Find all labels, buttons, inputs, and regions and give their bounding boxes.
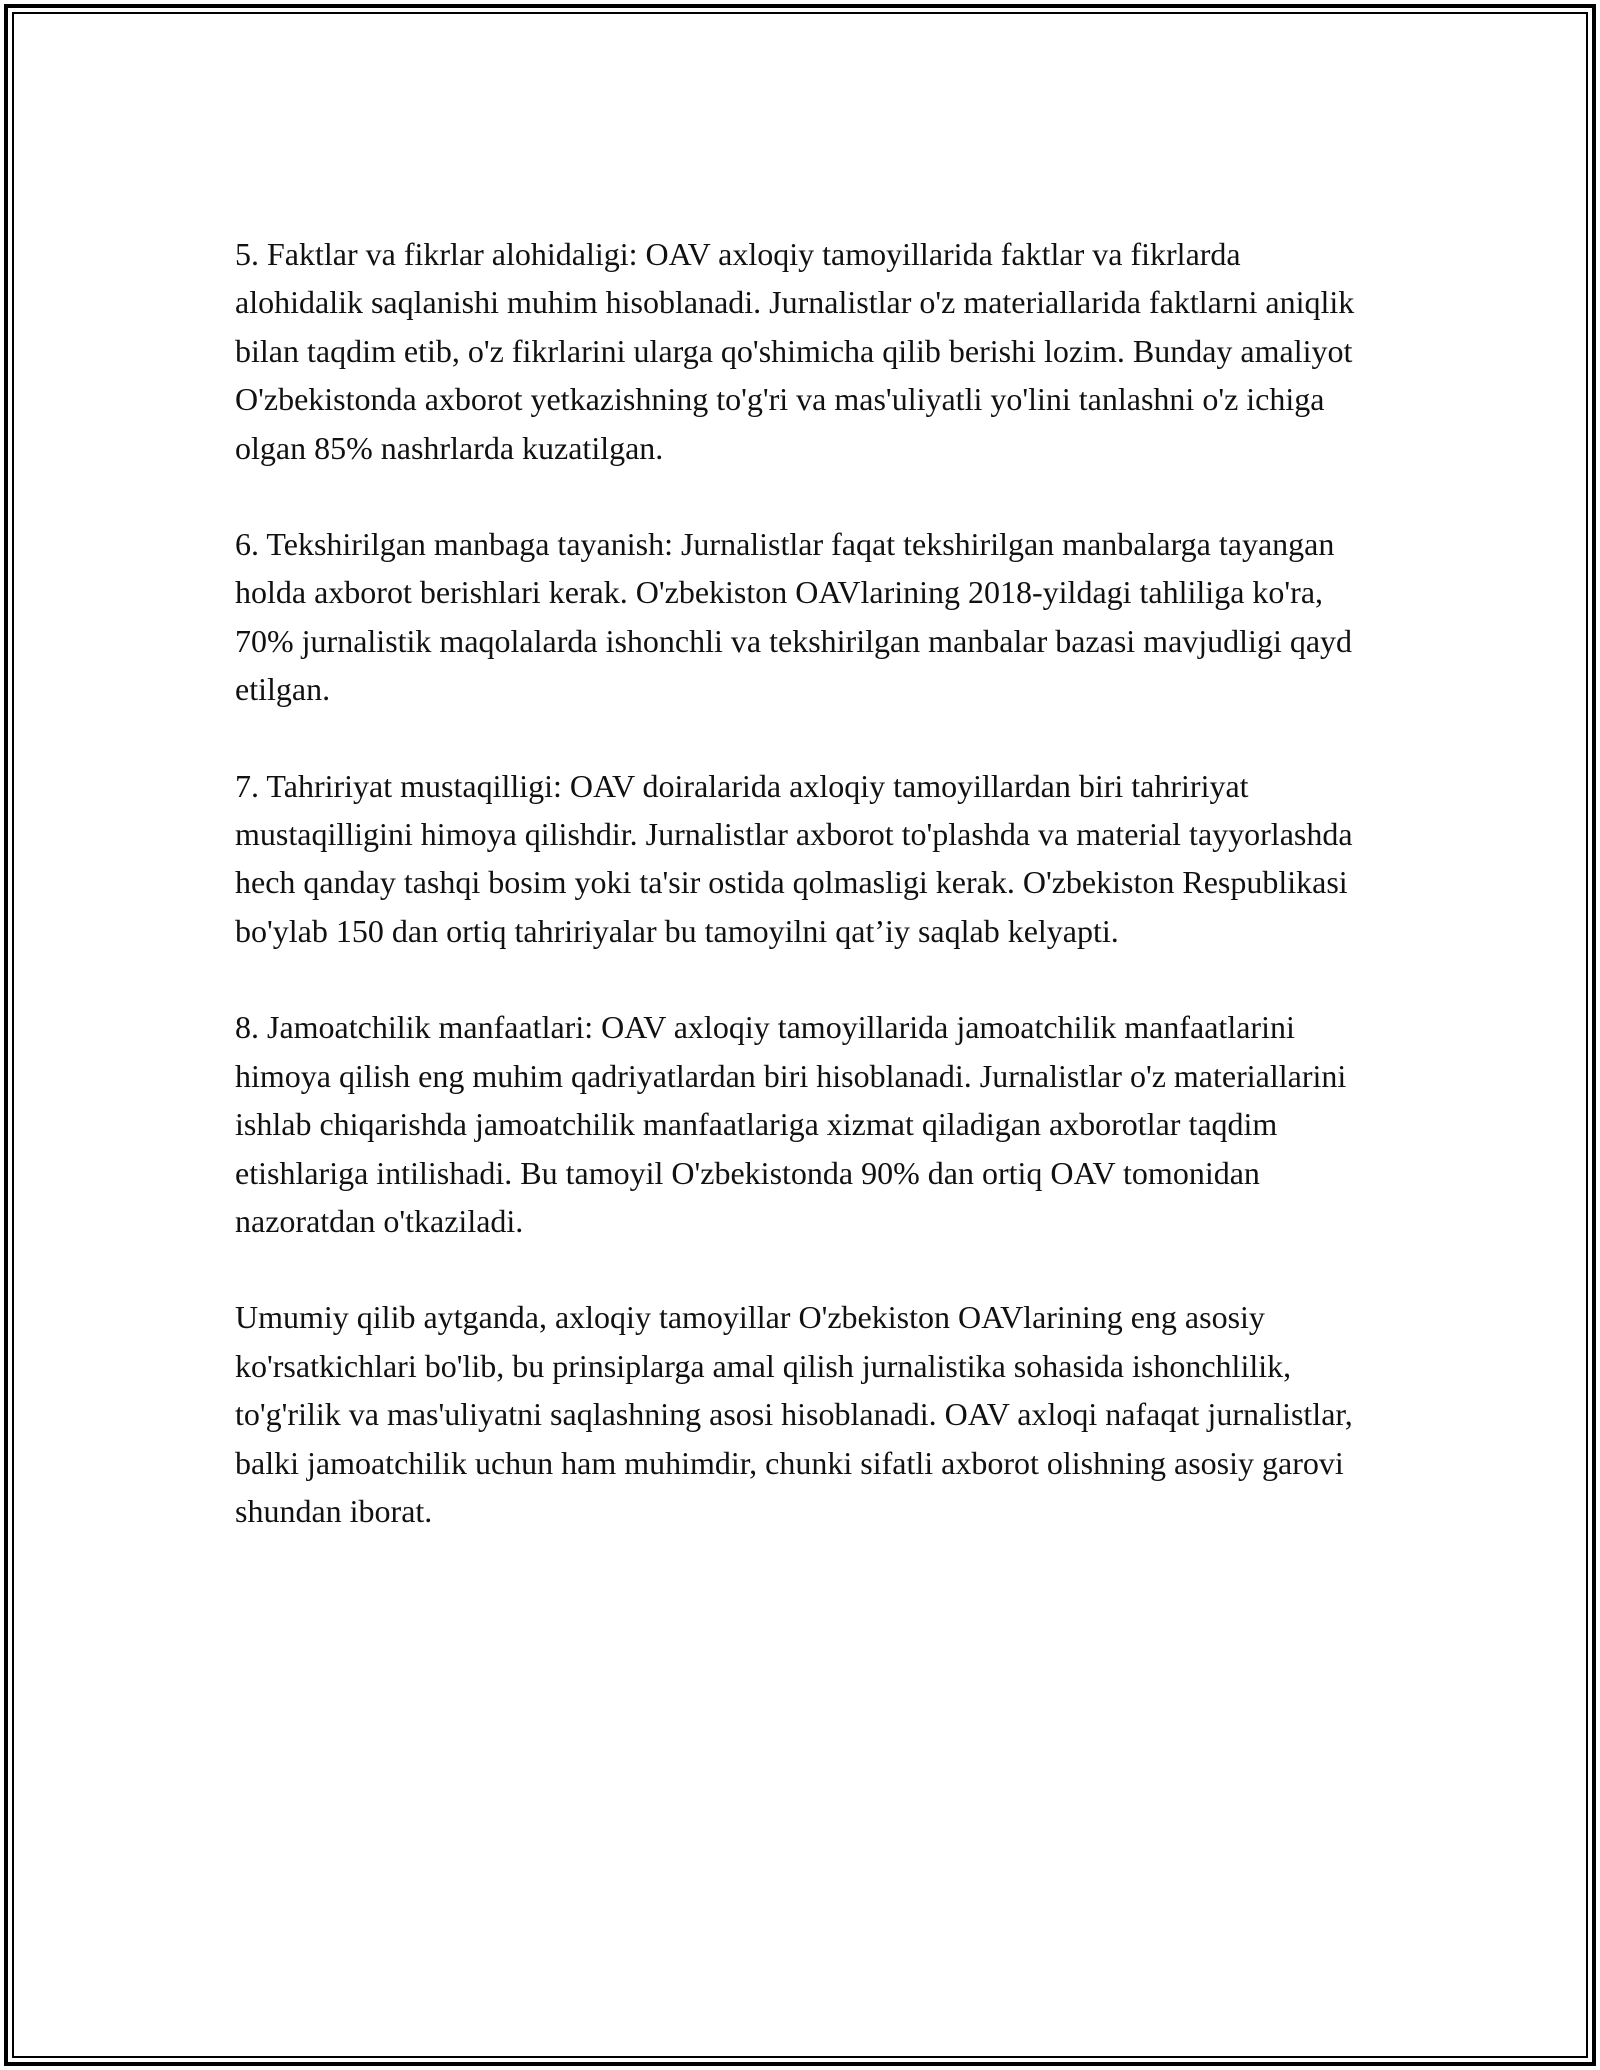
paragraph-conclusion: Umumiy qilib aytganda, axloqiy tamoyillar O'zbekiston OAVlarining eng asosiy ko'rsatkichlari bo'lib, bu prinsiplarga amal qilish jurnalistika sohasida ishonchlilik, to'g'rilik va mas'uliyatni saqlashning asosi hisoblanadi. OAV axloqi nafaqat jurnalistlar, balki jamoatchilik uchun ham muhimdir, chunki sifatli axborot olishning asosiy garovi shundan iborat. (235, 1299, 1353, 1529)
paragraph-editorial-independence: 7. Tahririyat mustaqilligi: OAV doiralarida axloqiy tamoyillardan biri tahririyat mustaqilligini himoya qilishdir. Jurnalistlar axborot to'plashda va material tayyorlashda hech qanday tashqi bosim yoki ta'sir ostida qolmasligi kerak. O'zbekiston Respublikasi bo'ylab 150 dan ortiq tahririyalar bu tamoyilni qat’iy saqlab kelyapti. (235, 767, 1353, 949)
document-body (235, 230, 1365, 1583)
paragraph-public-interest: 8. Jamoatchilik manfaatlari: OAV axloqiy tamoyillarida jamoatchilik manfaatlarini himoya qilish eng muhim qadriyatlardan biri hisoblanadi. Jurnalistlar o'z materiallarini ishlab chiqarishda jamoatchilik manfaatlariga xizmat qiladigan axborotlar taqdim etishlariga intilishadi. Bu tamoyil O'zbekistonda 90% dan ortiq OAV tomonidan nazoratdan o'tkaziladi. (235, 1009, 1347, 1239)
paragraph-facts-opinions: 5. Faktlar va fikrlar alohidaligi: OAV axloqiy tamoyillarida faktlar va fikrlarda alohidalik saqlanishi muhim hisoblanadi. Jurnalistlar o'z materiallarida faktlarni aniqlik bilan taqdim etib, o'z fikrlarini ularga qo'shimicha qilib berishi lozim. Bunday amaliyot O'zbekistonda axborot yetkazishning to'g'ri va mas'uliyatli yo'lini tanlashni o'z ichiga olgan 85% nashrlarda kuzatilgan. (235, 236, 1355, 466)
paragraph-verified-sources: 6. Tekshirilgan manbaga tayanish: Jurnalistlar faqat tekshirilgan manbalarga tayangan holda axborot berishlari kerak. O'zbekiston OAVlarining 2018-yildagi tahliliga ko'ra, 70% jurnalistik maqolalarda ishonchli va tekshirilgan manbalar bazasi mavjudligi qayd etilgan. (235, 526, 1353, 708)
